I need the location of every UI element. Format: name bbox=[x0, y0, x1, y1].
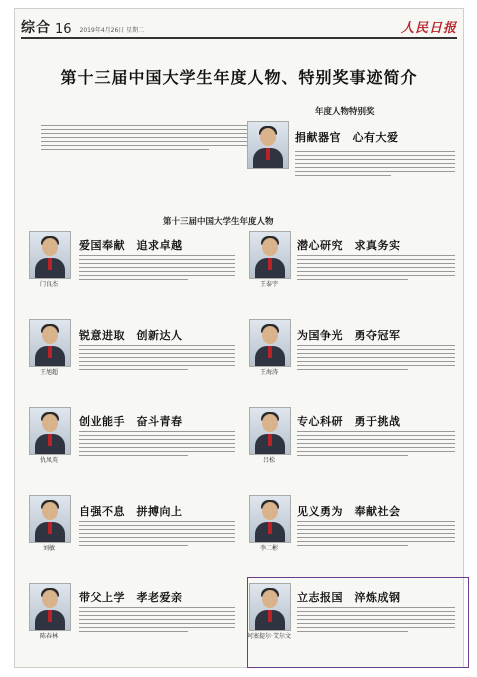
profile-text bbox=[297, 521, 455, 549]
profile-photo bbox=[29, 407, 71, 455]
newspaper-logo: 人民日报 bbox=[400, 21, 457, 36]
profile-headline: 潜心研究 求真务实 bbox=[297, 239, 401, 252]
special-award-photo bbox=[247, 121, 289, 169]
newspaper-page bbox=[14, 8, 464, 668]
profile-name: 王旭超 bbox=[39, 369, 58, 376]
profile-name: 刘敏 bbox=[42, 545, 55, 552]
profile-photo bbox=[249, 231, 291, 279]
profile-photo bbox=[29, 583, 71, 631]
special-award-headline: 捐献器官 心有大爱 bbox=[295, 131, 399, 144]
profile-name: 李二彬 bbox=[259, 545, 278, 552]
section-name: 综合 bbox=[21, 20, 51, 36]
profile-name: 仇凤英 bbox=[39, 457, 58, 464]
special-award-text bbox=[295, 151, 455, 179]
page-header bbox=[21, 13, 457, 39]
profile-headline: 自强不息 拼搏向上 bbox=[79, 505, 183, 518]
highlight-box bbox=[247, 577, 469, 668]
profile-photo bbox=[249, 319, 291, 367]
profile-text bbox=[79, 607, 235, 635]
profile-photo bbox=[29, 319, 71, 367]
profile-text bbox=[79, 431, 235, 459]
profile-headline: 立志报国 淬炼成钢 bbox=[297, 591, 401, 604]
page-title: 第十三届中国大学生年度人物、特别奖事迹简介 bbox=[60, 68, 418, 87]
profile-name: 陈春林 bbox=[39, 633, 58, 640]
profile-photo bbox=[29, 231, 71, 279]
profile-name: 门良杰 bbox=[39, 281, 58, 288]
profile-text bbox=[79, 521, 235, 549]
profile-text bbox=[297, 255, 455, 283]
special-award-label: 年度人物特别奖 bbox=[315, 107, 375, 117]
profile-text bbox=[297, 345, 455, 373]
profile-text bbox=[79, 345, 235, 373]
page-number: 16 bbox=[55, 22, 72, 37]
issue-date: 2019年4月26日 星期二 bbox=[79, 27, 145, 34]
profile-headline: 爱国奉献 追求卓越 bbox=[79, 239, 183, 252]
profile-headline: 创业能手 奋斗青春 bbox=[79, 415, 183, 428]
profile-headline: 锐意进取 创新达人 bbox=[79, 329, 183, 342]
profile-text bbox=[79, 255, 235, 283]
profile-name: 王海涛 bbox=[259, 369, 278, 376]
profile-photo bbox=[249, 407, 291, 455]
profile-photo bbox=[29, 495, 71, 543]
profile-name: 王泰宇 bbox=[259, 281, 278, 288]
profile-headline: 专心科研 勇于挑战 bbox=[297, 415, 401, 428]
intro-paragraph bbox=[41, 125, 251, 189]
profile-name: 阿塞提尔·艾尔文 bbox=[247, 633, 291, 640]
profile-headline: 见义勇为 奉献社会 bbox=[297, 505, 401, 518]
profile-headline: 带父上学 孝老爱亲 bbox=[79, 591, 183, 604]
profile-name: 吕松 bbox=[262, 457, 275, 464]
profile-text bbox=[297, 431, 455, 459]
profile-photo bbox=[249, 495, 291, 543]
year-persons-label: 第十三届中国大学生年度人物 bbox=[163, 217, 274, 227]
profile-headline: 为国争光 勇夺冠军 bbox=[297, 329, 401, 342]
